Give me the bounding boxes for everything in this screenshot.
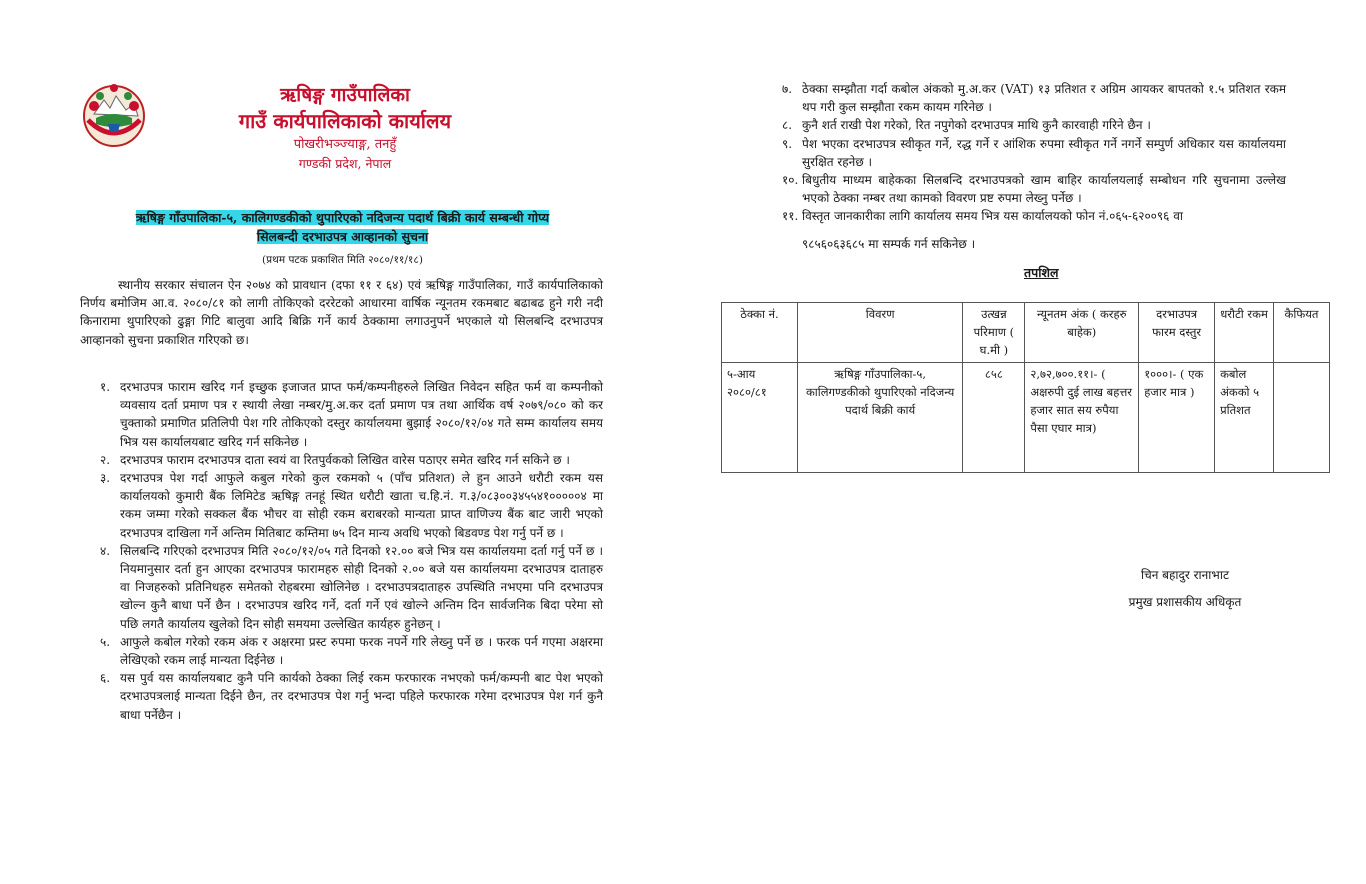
table-row	[722, 363, 1330, 473]
list-item: ९. पेश भएका दरभाउपत्र स्वीकृत गर्ने, रद्ध गर्ने र आंशिक रुपमा स्वीकृत गर्ने नगर्ने सम्पुर्ण अधिकार यस कार्यालयमा सुरक्षित रहनेछ ।	[782, 136, 1286, 169]
cell-remarks	[1273, 363, 1329, 473]
cell-form-fee: १०००।- ( एक हजार मात्र )	[1139, 363, 1215, 473]
list-item: ८. कुनै शर्त राखी पेश गरेको, रित नपुगेको दरभाउपत्र माथि कुनै कारवाही गरिने छैन ।	[782, 118, 1151, 133]
cell-contract-no: ५-आय २०८०/८१	[722, 363, 798, 473]
list-item: ७. ठेक्का सम्झौता गर्दा कबोल अंकको मु.अ.कर (VAT) १३ प्रतिशत र अग्रिम आयकर बापतको १.५ प्रतिशत रकम थप गरी कुल सम्झौता रकम कायम गरिनेछ ।	[782, 82, 1286, 115]
signatory-designation: प्रमुख प्रशासकीय अधिकृत	[1128, 595, 1242, 609]
list-item: १. दरभाउपत्र फाराम खरिद गर्न इच्छुक इजाजत प्राप्त फर्म/कम्पनीहरुले लिखित निवेदन सहित फर्म वा कम्पनीको व्यवसाय दर्ता प्रमाण पत्र र स्थायी लेखा नम्बर/मु.अ.कर दर्ता प्रमाण पत्र तथा आर्थिक वर्ष २०७९/०८० को कर चुक्ताको प्रमाणित प्रतिलिपी पेश गरि तोकिएको दस्तुर कार्यालयमा बुझाई २०८०/१२/०४ गते सम्म कार्यालय समय भित्र यस कार्यालयबाट खरिद गर्न सकिनेछ ।	[100, 380, 603, 449]
list-item: ३. दरभाउपत्र पेश गर्दा आफुले कबुल गरेको कुल रकमको ५ (पाँच प्रतिशत) ले हुन आउने धरौटी रकम यस कार्यालयको कुमारी बैंक लिमिटेड ऋषिङ्ग तनहूं स्थित धरौटी खाता च.हि.नं. ग.३/०८३००३४५५४१०००००४ मा रकम जम्मा गरेको सक्कल बैंक भौचर वा सोही रकम बराबरको मान्यता प्राप्त वाणिज्य बैंक बाट जारी भएको दरभाउपत्र दाखिला गर्ने अन्तिम मितिबाट कम्तिमा ७५ दिन मान्य अवधि भएको बिडवण्ड पेश गर्नु पर्ने छ ।	[100, 471, 603, 540]
col-header: दरभाउपत्र फारम दस्तुर	[1139, 303, 1215, 363]
col-header: ठेक्का नं.	[722, 303, 798, 363]
notice-title	[100, 208, 585, 246]
col-header: कैफियत	[1273, 303, 1329, 363]
list-item: ११. विस्तृत जानकारीका लागि कार्यालय समय भित्र यस कार्यालयको फोन नं.०६५-६२००९६ वा	[782, 209, 1183, 224]
list-item: २. दरभाउपत्र फाराम दरभाउपत्र दाता स्वयं वा रितपुर्वकको लिखित वारेस पठाएर समेत खरिद गर्न सकिने छ ।	[100, 452, 570, 467]
table-header-row	[722, 303, 1330, 363]
office-header	[180, 82, 510, 173]
signature-block	[1110, 566, 1260, 611]
office-location: पोखरीभञ्ज्याङ्ग, तनहुँ	[293, 137, 397, 152]
col-header: उत्खन्न परिमाण ( घ.मी )	[963, 303, 1025, 363]
office-name: गाउँ कार्यपालिकाको कार्यालय	[238, 109, 452, 133]
cell-quantity: ८५८	[963, 363, 1025, 473]
list-item: ५. आफुले कबोल गरेको रकम अंक र अक्षरमा प्रस्ट रुपमा फरक नपर्ने गरि लेख्नु पर्ने छ । फरक पर्न गएमा अक्षरमा लेखिएको रकम लाई मान्यता दिईनेछ ।	[100, 634, 603, 668]
signatory-name: चिन बहादुर रानाभाट	[1140, 568, 1229, 582]
cell-min-amount: २,७२,७००.११।- ( अक्षरुपी दुई लाख बहत्तर हजार सात सय रुपैया पैसा एघार मात्र)	[1025, 363, 1139, 473]
conditions-list-left	[100, 378, 603, 724]
municipality-name: ऋषिङ्ग गाउँपालिका	[280, 84, 410, 106]
list-item: ४. सिलबन्दि गरिएको दरभाउपत्र मिति २०८०/१२/०५ गते दिनको १२.०० बजे भित्र यस कार्यालयमा दर्ता गर्नु पर्ने छ । नियमानुसार दर्ता हुन आएका दरभाउपत्र फारामहरु सोही दिनको २.०० बजे यस कार्यालयमा दरभाउपत्र दाताहरु वा निजहरुको प्रतिनिधहरु समेतको रोहबरमा खोलिनेछ । दरभाउपत्रदाताहरु उपस्थिति नभएमा पनि दरभाउपत्र खोल्न कुनै बाधा पर्ने छैन । दरभाउपत्र खरिद गर्ने, दर्ता गर्ने एवं खोल्ने अन्तिम दिन सार्वजनिक बिदा परेमा सो पछि लगतै कार्यालय खुलेको दिन सोही समयमा उल्लेखित कार्यहरु हुनेछन् ।	[100, 543, 603, 631]
notice-title-line1: ऋषिङ्ग गाँउपालिका-५, कालिगण्डकीको थुपारिएको नदिजन्य पदार्थ बिक्री कार्य सम्बन्धी गोप्य	[135, 210, 550, 225]
cell-deposit: कबोल अंकको ५ प्रतिशत	[1215, 363, 1274, 473]
schedule-table	[721, 302, 1330, 473]
publication-date: (प्रथम पटक प्रकाशित मिति २०८०/११/१८)	[262, 254, 423, 266]
col-header: न्यूनतम अंक ( करहरु बाहेक)	[1025, 303, 1139, 363]
intro-paragraph: स्थानीय सरकार संचालन ऐन २०७४ को प्रावधान (दफा ११ र ६४) एवं ऋषिङ्ग गाउँपालिका, गाउँ कार्यपालिकाको निर्णय बमोजिम आ.व. २०८०/८१ को लागी तोकिएको दररेटको आधारमा वार्षिक न्यूनतम रकमबाट बढाबढ हुने गरी नदी किनारामा थुपारिएको ढुङ्गा गिटि बालुवा आदि बिक्रि गर्ने कार्य ठेक्कामा लगाउनुपर्ने भएकाले यो सिलबन्दि दरभाउपत्र आव्हानको सुचना प्रकाशित गरिएको छ।	[80, 278, 603, 347]
col-header: धरौटी रकम	[1215, 303, 1274, 363]
col-header: विवरण	[797, 303, 963, 363]
schedule-title: तपशिल	[1024, 265, 1059, 280]
conditions-list-right	[782, 80, 1286, 226]
nepal-emblem-icon	[80, 80, 148, 148]
contact-line: ९८५६०६३६८५ मा सम्पर्क गर्न सकिनेछ ।	[802, 237, 976, 251]
list-item: ६. यस पुर्व यस कार्यालयबाट कुनै पनि कार्यको ठेक्का लिई रकम फरफारक नभएको फर्म/कम्पनी बाट पेश भएको दरभाउपत्रलाई मान्यता दिईने छैन, तर दरभाउपत्र पेश गर्नु भन्दा पहिले फरफारक गरेमा दरभाउपत्र पेश गर्न कुनै बाधा पर्नेछैन ।	[100, 671, 603, 722]
office-province: गण्डकी प्रदेश, नेपाल	[298, 156, 392, 171]
cell-description: ऋषिङ्ग गाँउपालिका-५, कालिगण्डकीको थुपारिएको नदिजन्य पदार्थ बिक्री कार्य	[797, 363, 963, 473]
notice-title-line2: सिलबन्दी दरभाउपत्र आव्हानको सुचना	[256, 229, 429, 244]
list-item: १०. बिधुतीय माध्यम बाहेकका सिलबन्दि दरभाउपत्रको खाम बाहिर कार्यालयलाई सम्बोधन गरि सुचनामा उल्लेख भएको ठेक्का नम्बर तथा कामको विवरण प्रष्ट रुपमा लेख्नु पर्नेछ ।	[782, 173, 1286, 206]
